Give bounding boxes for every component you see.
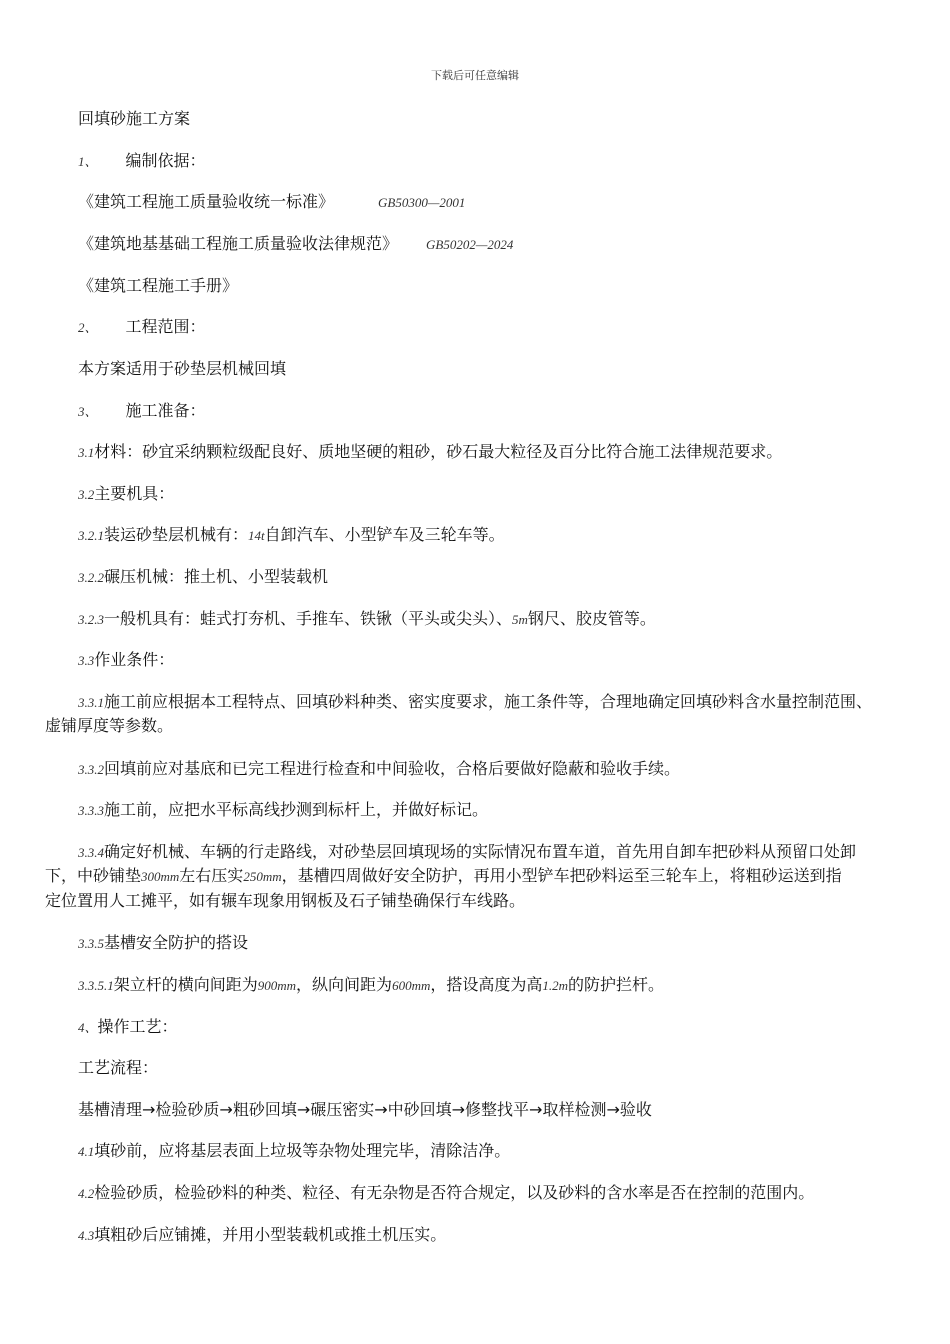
paragraph: [78, 758, 680, 780]
clause-number: 3.3: [78, 653, 95, 668]
paragraph-text: 钢尺、胶皮管等。: [527, 609, 656, 628]
paragraph: [78, 566, 328, 588]
paragraph-text: 一般机具有：蛙式打夯机、手推车、铁锹（平头或尖头）、: [104, 609, 513, 628]
paragraph: [78, 799, 488, 821]
paragraph-text: 检验砂质，检验砂料的种类、粒径、有无杂物是否符合规定，以及砂料的含水率是否在控制的范围内。: [94, 1183, 815, 1202]
paragraph-text: 架立杆的横向间距为: [113, 975, 258, 994]
paragraph-text: 自卸汽车、小型铲车及三轮车等。: [264, 525, 505, 544]
reference-title: 《建筑地基基础工程施工质量验收法律规范》: [78, 234, 399, 253]
paragraph-text: 装运砂垫层机械有：: [104, 525, 249, 544]
paragraph-text: 施工前应根据本工程特点、回填砂料种类、密实度要求，施工条件等，合理地确定回填砂料含水量控制范围、: [104, 692, 873, 711]
clause-number: 3.1: [78, 445, 95, 460]
paragraph-text: 施工前，应把水平标高线抄测到标杆上，并做好标记。: [104, 800, 489, 819]
clause-number: 3.3.1: [78, 695, 104, 710]
paragraph-continuation: [45, 865, 842, 887]
section-label: 工程范围：: [125, 317, 206, 336]
paragraph-text: ，基槽四周做好安全防护，再用小型铲车把砂料运至三轮车上，将粗砂运送到指: [281, 866, 842, 885]
paragraph: [78, 608, 656, 630]
clause-number: 3.3.3: [78, 803, 104, 818]
inline-value: 14t: [248, 528, 265, 543]
clause-number: 3.3.5.1: [78, 978, 114, 993]
clause-number: 4.1: [78, 1144, 95, 1159]
paragraph-text: 填粗砂后应铺摊，并用小型装载机或推土机压实。: [94, 1225, 447, 1244]
clause-number: 4.3: [78, 1228, 95, 1243]
paragraph: [78, 691, 872, 713]
inline-value: 300mm: [141, 869, 180, 884]
paragraph: [78, 483, 174, 505]
section-1-heading: [78, 150, 206, 172]
section-3-heading: [78, 400, 206, 422]
section-label: 施工准备：: [125, 401, 206, 420]
paragraph-text: ，搭设高度为高: [430, 975, 543, 994]
inline-value: 1.2m: [542, 978, 568, 993]
clause-number: 3.2.3: [78, 612, 104, 627]
standard-code: GB50202—2024: [426, 237, 514, 252]
clause-number: 3.3.2: [78, 762, 104, 777]
clause-number: 3.3.4: [78, 845, 104, 860]
paragraph-text: 填砂前，应将基层表面上垃圾等杂物处理完毕，清除洁净。: [94, 1141, 511, 1160]
inline-value: 5m: [512, 612, 528, 627]
paragraph: [78, 932, 248, 954]
section-number: 2、: [78, 320, 98, 335]
section-4-heading: [78, 1016, 178, 1038]
inline-value: 600mm: [392, 978, 431, 993]
paragraph: [78, 1224, 446, 1246]
section-2-heading: [78, 316, 206, 338]
inline-value: 250mm: [243, 869, 282, 884]
paragraph: [78, 1140, 510, 1162]
paragraph-text: 的防护拦杆。: [568, 975, 665, 994]
reference-item: [78, 191, 465, 213]
scope-text: 本方案适用于砂垫层机械回填: [78, 359, 287, 378]
clause-number: 3.2.2: [78, 570, 104, 585]
section-number: 4、: [78, 1020, 98, 1035]
paragraph-text: 左右压实: [179, 866, 244, 885]
paragraph: [78, 649, 174, 671]
paragraph: [78, 524, 505, 546]
reference-item: 《建筑工程施工手册》: [78, 276, 239, 295]
paragraph: [78, 1182, 814, 1204]
paragraph: [78, 441, 782, 463]
section-number: 3、: [78, 404, 98, 419]
section-number: 1、: [78, 154, 98, 169]
clause-number: 3.3.5: [78, 936, 104, 951]
inline-value: 900mm: [257, 978, 297, 993]
paragraph-continuation: 虚铺厚度等参数。: [45, 716, 174, 735]
paragraph: [78, 974, 664, 996]
paragraph-continuation: 定位置用人工摊平，如有辗车现象用钢板及石子铺垫确保行车线路。: [45, 891, 526, 910]
paragraph-text: 材料：砂宜采纳颗粒级配良好、质地坚硬的粗砂，砂石最大粒径及百分比符合施工法律规范要求。: [94, 442, 783, 461]
clause-number: 3.2: [78, 487, 95, 502]
clause-number: 3.2.1: [78, 528, 104, 543]
page-header: 下载后可任意编辑: [431, 69, 519, 82]
section-label: 编制依据：: [125, 151, 206, 170]
paragraph-text: 碾压机械：推土机、小型装载机: [104, 567, 329, 586]
paragraph: [78, 841, 856, 863]
paragraph-text: 主要机具：: [94, 484, 175, 503]
section-label: 操作工艺：: [97, 1017, 178, 1036]
paragraph-text: 回填前应对基底和已完工程进行检查和中间验收，合格后要做好隐蔽和验收手续。: [104, 759, 681, 778]
reference-item: [78, 233, 513, 255]
paragraph-text: 确定好机械、车辆的行走路线，对砂垫层回填现场的实际情况布置车道，首先用自卸车把砂料从预留口处卸: [104, 842, 857, 861]
document-title: 回填砂施工方案: [78, 109, 191, 128]
paragraph-text: 作业条件：: [94, 650, 175, 669]
paragraph-text: 基槽安全防护的搭设: [104, 933, 249, 952]
paragraph-text: 下，中砂铺垫: [45, 866, 142, 885]
paragraph-text: ，纵向间距为: [296, 975, 393, 994]
process-flow: 基槽清理→检验砂质→粗砂回填→碾压密实→中砂回填→修整找平→取样检测→验收: [78, 1100, 652, 1119]
flow-label: 工艺流程：: [78, 1058, 159, 1077]
reference-title: 《建筑工程施工质量验收统一标准》: [78, 192, 335, 211]
standard-code: GB50300—2001: [378, 195, 466, 210]
clause-number: 4.2: [78, 1186, 95, 1201]
